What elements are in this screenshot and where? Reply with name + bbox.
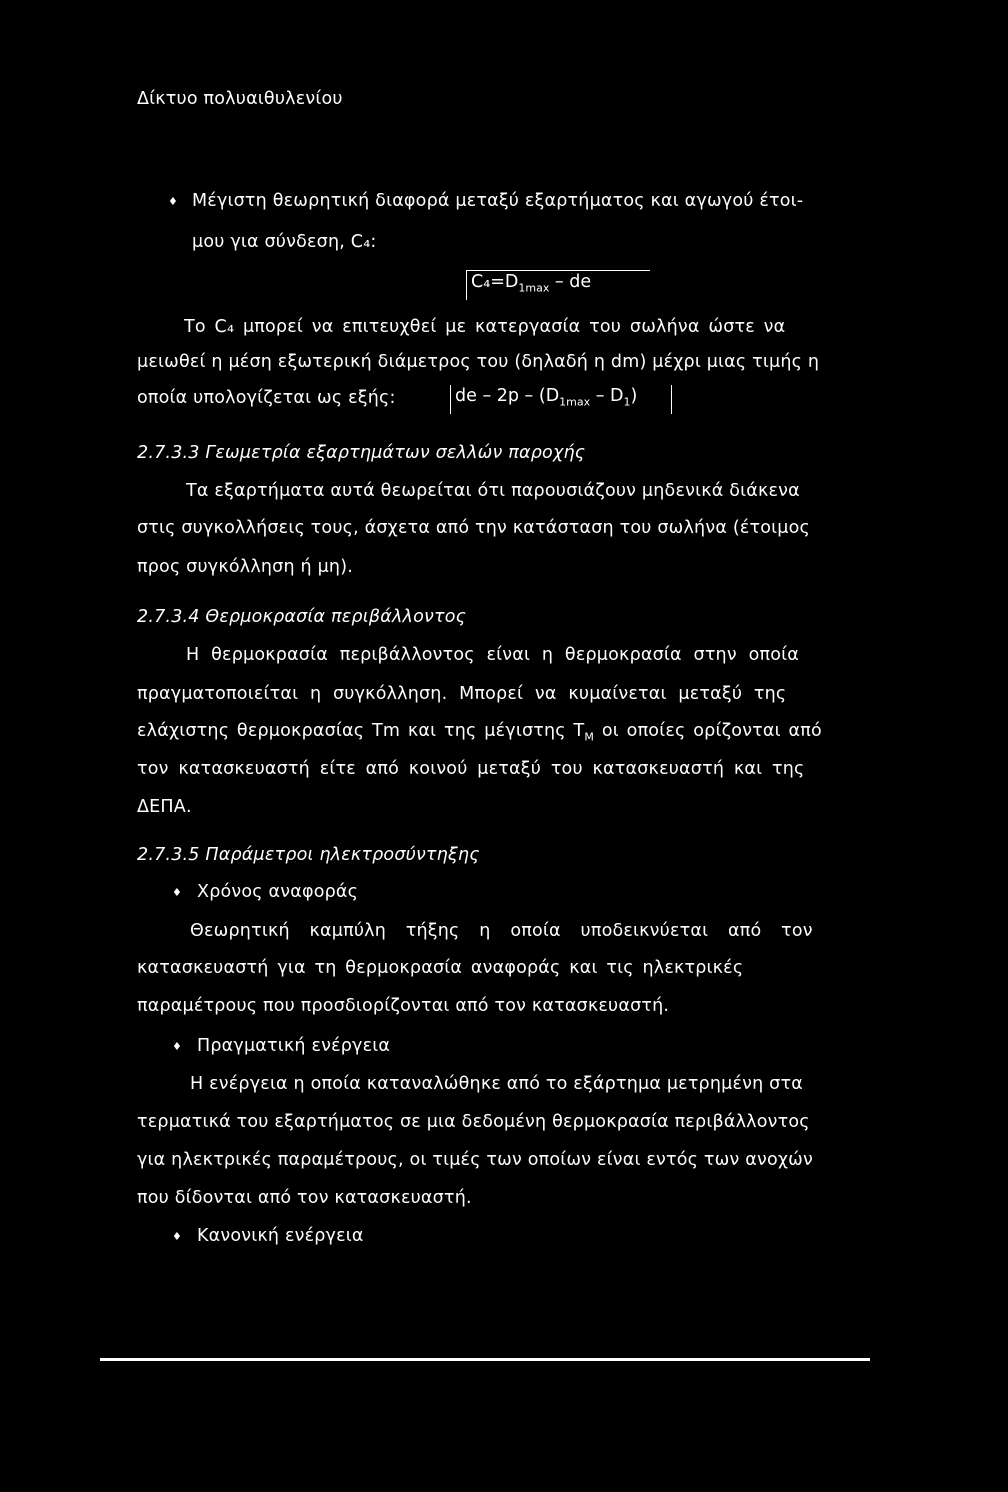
formula-dm-sub: 1max — [559, 395, 591, 409]
para-c4-line2: μειωθεί η μέση εξωτερική διάμετρος του (δηλαδή η dm) μέχρι μιας τιμής η — [137, 352, 820, 372]
page-header: Δίκτυο πολυαιθυλενίου — [137, 89, 343, 109]
item-actual-energy-line3: για ηλεκτρικές παραμέτρους, οι τιμές των οποίων είναι εντός των ανοχών — [137, 1150, 813, 1170]
formula-dm-a: de – 2p – (D — [455, 386, 560, 406]
sec-2734-line3-a: ελάχιστης θερμοκρασίας Tm και της μέγιστης T — [137, 721, 585, 741]
item-actual-energy-line4: που δίδονται από τον κατασκευαστή. — [137, 1188, 472, 1208]
formula-c4-lhs: C₄=D — [471, 272, 519, 292]
item-reference-time-line2: κατασκευαστή για τη θερμοκρασία αναφοράς και τις ηλεκτρικές — [137, 958, 744, 978]
item-actual-energy-line1: Η ενέργεια η οποία καταναλώθηκε από το εξάρτημα μετρημένη στα — [190, 1074, 803, 1094]
sec-2734-line4: τον κατασκευαστή είτε από κοινού μεταξύ του κατασκευαστή και της — [137, 759, 805, 779]
formula-c4-rhs: – de — [549, 272, 592, 292]
para-c4-line3: οποία υπολογίζεται ως εξής: — [137, 388, 396, 408]
item-reference-time-title: Χρόνος αναφοράς — [197, 882, 359, 902]
formula-dm-c: ) — [630, 386, 638, 406]
bullet-c4-line1: Μέγιστη θεωρητική διαφορά μεταξύ εξαρτήματος και αγωγού έτοι- — [192, 191, 804, 211]
item-actual-energy-line2: τερματικά του εξαρτήματος σε μια δεδομένη θερμοκρασία περιβάλλοντος — [137, 1112, 810, 1132]
heading-2733: 2.7.3.3 Γεωμετρία εξαρτημάτων σελλών παροχής — [137, 443, 586, 463]
formula-c4-box — [466, 270, 650, 300]
bullet-c4-line2: μου για σύνδεση, C₄: — [192, 232, 377, 252]
formula-dm-b: – D — [590, 386, 624, 406]
sec-2734-line2: πραγματοποιείται η συγκόλληση. Μπορεί να κυμαίνεται μεταξύ της — [137, 684, 787, 704]
sec-2733-line1: Τα εξαρτήματα αυτά θεωρείται ότι παρουσιάζουν μηδενικά διάκενα — [186, 481, 800, 501]
sec-2733-line2: στις συγκολλήσεις τους, άσχετα από την κατάσταση του σωλήνα (έτοιμος — [137, 518, 810, 538]
formula-dm-sub2: 1 — [623, 395, 631, 409]
sec-2734-line3-sub: M — [584, 730, 595, 744]
heading-2735: 2.7.3.5 Παράμετροι ηλεκτροσύντηξης — [137, 845, 480, 865]
bullet-diamond-icon: ♦ — [168, 195, 178, 208]
item-reference-time-line1: Θεωρητική καμπύλη τήξης η οποία υποδεικνύεται από τον — [190, 921, 813, 941]
heading-2734: 2.7.3.4 Θερμοκρασία περιβάλλοντος — [137, 607, 467, 627]
sec-2734-line3 — [137, 720, 822, 749]
sec-2733-line3: προς συγκόλληση ή μη). — [137, 557, 353, 577]
footer-divider — [100, 1358, 870, 1361]
bullet-diamond-icon: ♦ — [172, 1040, 182, 1053]
bullet-diamond-icon: ♦ — [172, 1230, 182, 1243]
item-normal-energy-title: Κανονική ενέργεια — [197, 1226, 364, 1246]
item-reference-time-line3: παραμέτρους που προσδιορίζονται από τον κατασκευαστή. — [137, 996, 670, 1016]
sec-2734-line5: ΔΕΠΑ. — [137, 797, 192, 817]
sec-2734-line3-end: οι οποίες ορίζονται από — [594, 721, 822, 741]
sec-2734-line1: Η θερμοκρασία περιβάλλοντος είναι η θερμοκρασία στην οποία — [186, 645, 799, 665]
bullet-diamond-icon: ♦ — [172, 886, 182, 899]
formula-c4-sub: 1max — [518, 281, 550, 295]
para-c4-line1: Το C₄ μπορεί να επιτευχθεί με κατεργασία του σωλήνα ώστε να — [184, 317, 786, 337]
formula-dm-box — [450, 385, 672, 414]
item-actual-energy-title: Πραγματική ενέργεια — [197, 1036, 391, 1056]
